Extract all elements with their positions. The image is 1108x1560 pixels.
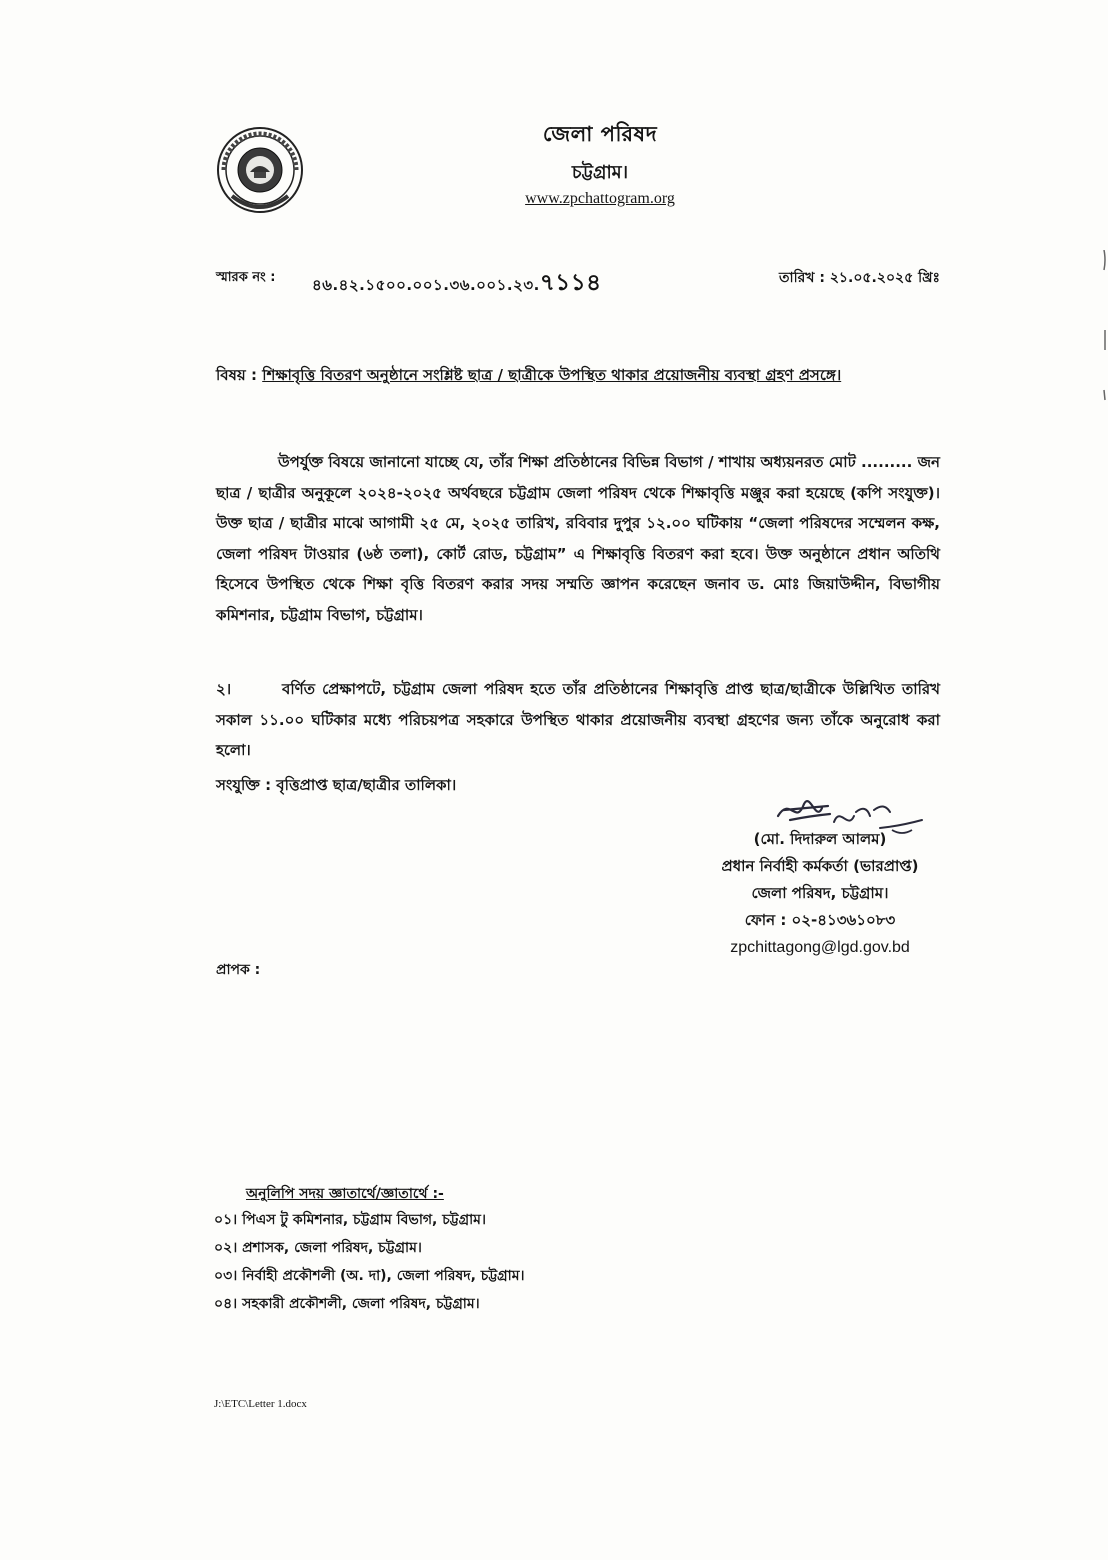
signatory-email: zpchittagong@lgd.gov.bd [730, 939, 910, 956]
recipient-label: প্রাপক : [216, 962, 261, 978]
signatory-office: জেলা পরিষদ, চট্টগ্রাম। [751, 884, 889, 902]
subject-text: শিক্ষাবৃত্তি বিতরণ অনুষ্ঠানে সংশ্লিষ্ট ছাত্র / ছাত্রীকে উপস্থিত থাকার প্রয়োজনীয় ব্যবস্থা গ্রহণ প্রসঙ্গে। [262, 366, 842, 384]
subject-label: বিষয় : [216, 366, 257, 384]
list-item: ০১। পিএস টু কমিশনার, চট্টগ্রাম বিভাগ, চট্টগ্রাম। [214, 1212, 486, 1228]
signatory-phone: ফোন : ০২-৪১৩৬১০৮৩ [744, 911, 896, 929]
office-city: চট্টগ্রাম। [571, 162, 629, 183]
signature-block [690, 826, 950, 961]
memo-number-main: ৪৬.৪২.১৫০০.০০১.৩৬.০০১.২৩. [312, 276, 540, 294]
paragraph-2-number: ২। [216, 680, 232, 698]
body-paragraph-1: উপর্যুক্ত বিষয়ে জানানো যাচ্ছে যে, তাঁর শিক্ষা প্রতিষ্ঠানের বিভিন্ন বিভাগ / শাখায় অধ্যয়নরত মোট ......... জন ছাত্র / ছাত্রীর অনুকূলে ২০২৪-২০২৫ অর্থবছরে চট্টগ্রাম জেলা পরিষদ থেকে শিক্ষাবৃত্তি মঞ্জুর করা হয়েছে (কপি সংযুক্ত)। উক্ত ছাত্র / ছাত্রীর মাঝে আগামী ২৫ মে, ২০২৫ তারিখ, রবিবার দুপুর ১২.০০ ঘটিকায় “জেলা পরিষদের সম্মেলন কক্ষ, জেলা পরিষদ টাওয়ার (৬ষ্ঠ তলা), কোর্ট রোড, চট্টগ্রাম” এ শিক্ষাবৃত্তি বিতরণ করা হবে। উক্ত অনুষ্ঠানে প্রধান অতিথি হিসেবে উপস্থিত থেকে শিক্ষা বৃত্তি বিতরণ করার সদয় সম্মতি জ্ঞাপন করেছেন জনাব ড. মোঃ জিয়াউদ্দীন, বিভাগীয় কমিশনার, চট্টগ্রাম বিভাগ, চট্টগ্রাম। [216, 453, 940, 624]
copy-list-title: অনুলিপি সদয় জ্ঞাতার্থে/জ্ঞাতার্থে :- [246, 1186, 444, 1202]
memo-number [312, 264, 602, 303]
signatory-designation: প্রধান নির্বাহী কর্মকর্তা (ভারপ্রাপ্ত) [721, 857, 919, 875]
paragraph-2-text: বর্ণিত প্রেক্ষাপটে, চট্টগ্রাম জেলা পরিষদ হতে তাঁর প্রতিষ্ঠানের শিক্ষাবৃত্তি প্রাপ্ত ছাত্র/ছাত্রীকে উল্লিখিত তারিখ সকাল ১১.০০ ঘটিকার মধ্যে পরিচয়পত্র সহকারে উপস্থিত থাকার প্রয়োজনীয় ব্যবস্থা গ্রহণের জন্য তাঁকে অনুরোধ করা হলো। [216, 680, 940, 759]
letter-date: তারিখ : ২১.০৫.২০২৫ খ্রিঃ [779, 270, 940, 286]
memo-number-handwritten: ৭১১৪ [539, 269, 602, 296]
memo-label: স্মারক নং : [216, 270, 276, 285]
attachment-note: সংযুক্তি : বৃত্তিপ্রাপ্ত ছাত্র/ছাত্রীর তালিকা। [216, 776, 457, 794]
office-website: www.zpchattogram.org [525, 190, 675, 207]
list-item: ০২। প্রশাসক, জেলা পরিষদ, চট্টগ্রাম। [214, 1240, 422, 1256]
zila-parishad-seal-logo [216, 126, 304, 214]
office-name: জেলা পরিষদ [542, 122, 658, 146]
memo-row [216, 264, 940, 296]
body-paragraph-2 [216, 674, 940, 766]
list-item: ০৪। সহকারী প্রকৌশলী, জেলা পরিষদ, চট্টগ্রাম। [214, 1296, 480, 1312]
scan-edge-marks [1100, 250, 1108, 470]
signatory-name: (মো. দিদারুল আলম) [753, 830, 887, 848]
copy-list [214, 1206, 524, 1318]
subject-line [216, 364, 946, 389]
file-path-footer: J:\ETC\Letter 1.docx [214, 1398, 307, 1410]
list-item: ০৩। নির্বাহী প্রকৌশলী (অ. দা), জেলা পরিষদ, চট্টগ্রাম। [214, 1268, 525, 1284]
